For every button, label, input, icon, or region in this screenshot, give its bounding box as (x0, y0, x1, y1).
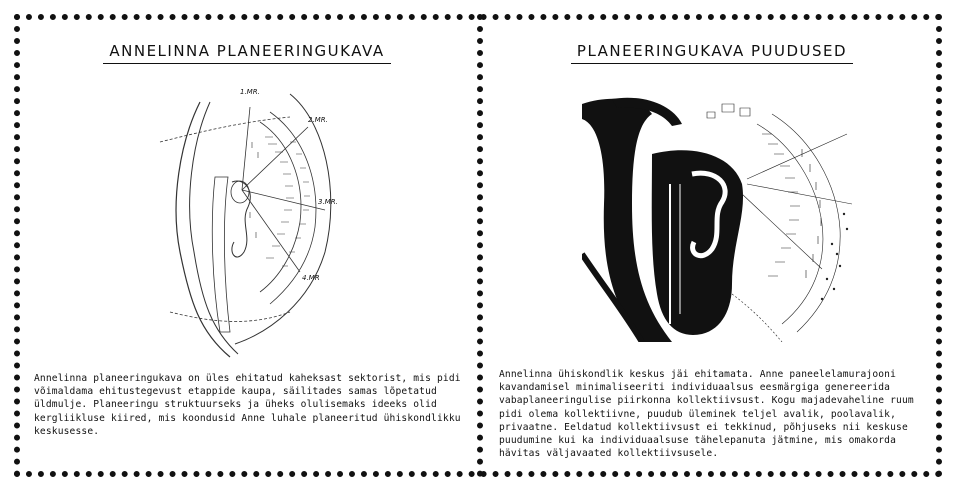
map-label-4: 4.MR (302, 274, 320, 282)
right-panel-caption: Annelinna ühiskondlik keskus jäi ehitamata. Anne paneelelamurajooni kavandamisel minimaliseeriti individuaalsus eesmärgiga genereerida vabaplaneeringulise piirkonna kollektiivsust. Kogu majadevaheline ruum pidi olema kollektiivne, puudub üleminek teljel avalik, poolavalik, privaatne. Eeldatud kollektiivsust ei tekkinud, põhjuseks nii keskuse puudumine kui ka individuaalsuse tähelepanuta jätmine, mis omakorda hävitas väljavaated kollektiivsusele. (499, 369, 914, 460)
map-label-2: 2.MR. (308, 116, 328, 124)
left-panel-title: ANNELINNA PLANEERINGUKAVA (22, 42, 472, 64)
annelinna-plan-drawing (140, 82, 346, 364)
left-panel-caption: Annelinna planeeringukava on üles ehitatud kaheksast sektorist, mis pidi võimaldama ehitustegevust etappide kaupa, säilitades samas lõpetatud üldmulje. Planeeringu struktuurseks ja üheks olulisemaks ideeks olid kergliikluse kiired, mis koondusid Anne luhale planeeritud ühiskondlikku keskusesse. (34, 373, 461, 437)
right-panel (487, 20, 937, 470)
left-panel (22, 20, 472, 470)
plan-deficiencies-drawing (582, 94, 852, 342)
map-label-1: 1.MR. (240, 88, 260, 96)
right-panel-title: PLANEERINGUKAVA PUUDUSED (487, 42, 937, 64)
map-label-3: 3.MR. (318, 198, 338, 206)
dotted-divider (477, 14, 483, 477)
